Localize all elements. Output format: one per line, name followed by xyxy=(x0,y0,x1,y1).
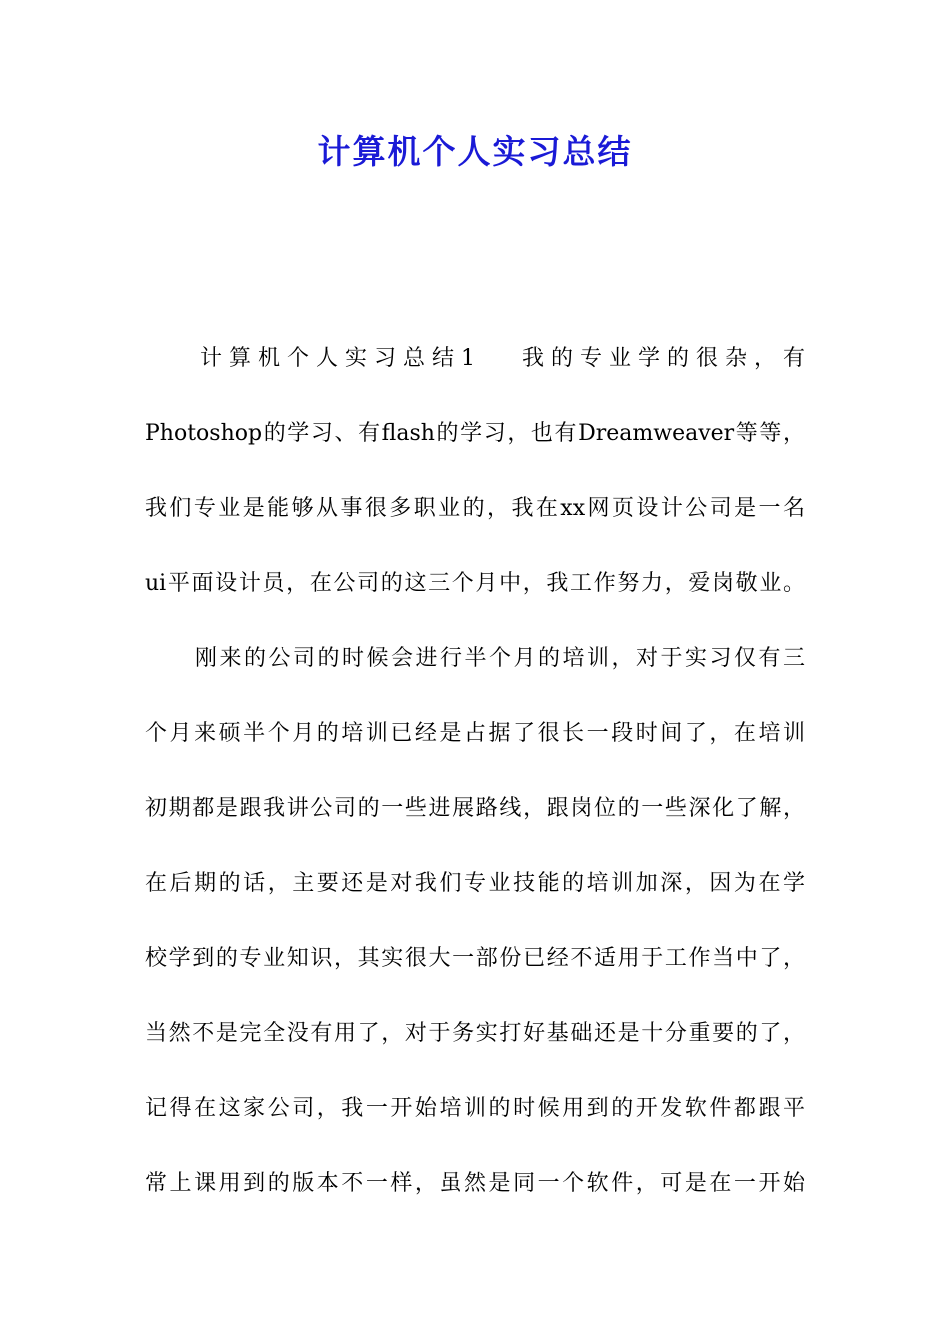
document-title: 计算机个人实习总结 xyxy=(317,132,633,171)
paragraph-text: 我的专业学的很杂，有 xyxy=(515,346,805,371)
paragraph-line: 在后期的话，主要还是对我们专业技能的培训加深，因为在学 xyxy=(145,871,805,896)
paragraph-line: 校学到的专业知识，其实很大一部份已经不适用于工作当中了， xyxy=(145,946,805,971)
paragraph-line: ui平面设计员，在公司的这三个月中，我工作努力，爱岗敬业。 xyxy=(145,571,805,596)
section-heading: 计算机个人实习总结1 xyxy=(200,346,475,371)
paragraph-line: 我们专业是能够从事很多职业的，我在xx网页设计公司是一名 xyxy=(145,496,805,521)
paragraph-line: 初期都是跟我讲公司的一些进展路线，跟岗位的一些深化了解， xyxy=(145,796,805,821)
paragraph-line: 个月来硕半个月的培训已经是占据了很长一段时间了，在培训 xyxy=(145,721,805,746)
paragraph-line: 常上课用到的版本不一样，虽然是同一个软件，可是在一开始 xyxy=(145,1171,805,1196)
paragraph-line xyxy=(200,342,805,376)
paragraph-line: 记得在这家公司，我一开始培训的时候用到的开发软件都跟平 xyxy=(145,1096,805,1121)
paragraph-line: 当然不是完全没有用了，对于务实打好基础还是十分重要的了， xyxy=(145,1021,805,1046)
paragraph-line: Photoshop的学习、有flash的学习，也有Dreamweaver等等， xyxy=(145,421,805,446)
paragraph-line: 刚来的公司的时候会进行半个月的培训，对于实习仅有三 xyxy=(195,646,805,671)
